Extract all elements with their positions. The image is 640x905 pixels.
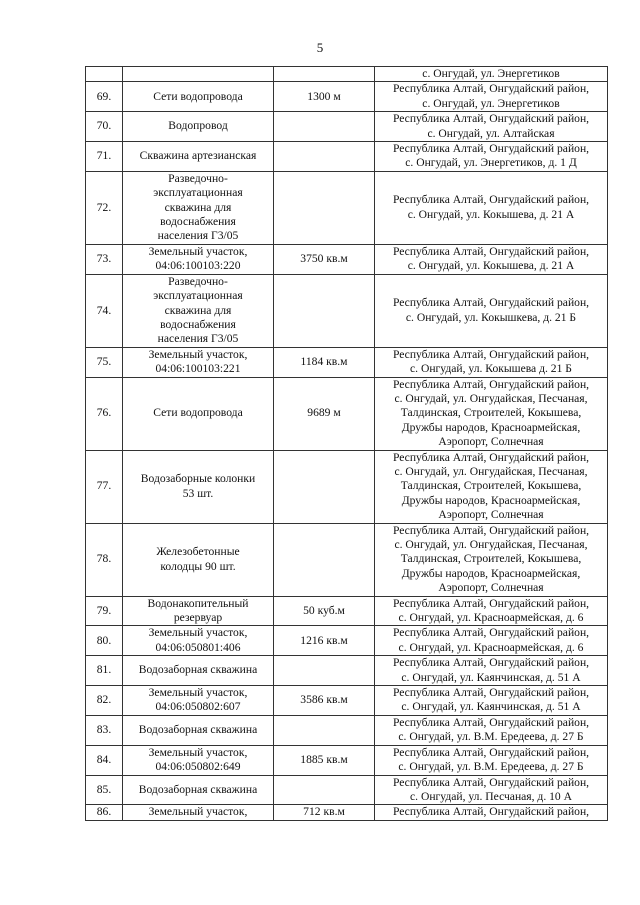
object-area-cell	[274, 142, 375, 172]
object-area-cell: 712 кв.м	[274, 805, 375, 820]
property-table	[85, 66, 608, 821]
object-name-cell: Водозаборная скважина	[123, 656, 274, 686]
table-row	[86, 142, 608, 172]
table-row	[86, 626, 608, 656]
object-name-cell: Железобетонные колодцы 90 шт.	[123, 523, 274, 596]
object-area-cell	[274, 112, 375, 142]
object-name-cell: Земельный участок, 04:06:100103:220	[123, 244, 274, 274]
object-area-cell: 1216 кв.м	[274, 626, 375, 656]
object-address-cell: Республика Алтай, Онгудайский район, с. Онгудай, ул. Красноармейская, д. 6	[375, 626, 608, 656]
object-address-cell: Республика Алтай, Онгудайский район, с. Онгудай, ул. Онгудайская, Песчаная, Талдинская, Строителей, Кокышева, Дружбы народов, Красноармейская, Аэропорт, Солнечная	[375, 523, 608, 596]
object-address-cell: Республика Алтай, Онгудайский район, с. Онгудай, ул. Кокышева д. 21 Б	[375, 347, 608, 377]
row-number-cell: 81.	[86, 656, 123, 686]
object-name-cell: Сети водопровода	[123, 82, 274, 112]
object-address-cell: Республика Алтай, Онгудайский район, с. Онгудай, ул. В.М. Ередеева, д. 27 Б	[375, 715, 608, 745]
object-address-cell: Республика Алтай, Онгудайский район, с. Онгудай, ул. Каянчинская, д. 51 А	[375, 686, 608, 716]
object-name-cell: Скважина артезианская	[123, 142, 274, 172]
object-area-cell	[274, 656, 375, 686]
object-address-cell: Республика Алтай, Онгудайский район, с. Онгудай, ул. Онгудайская, Песчаная, Талдинская, Строителей, Кокышева, Дружбы народов, Красноармейская, Аэропорт, Солнечная	[375, 450, 608, 523]
object-address-cell: Республика Алтай, Онгудайский район, с. Онгудай, ул. Энергетиков	[375, 82, 608, 112]
object-address-cell: Республика Алтай, Онгудайский район, с. Онгудай, ул. Кокышева, д. 21 А	[375, 244, 608, 274]
object-name-cell: Водозаборные колонки 53 шт.	[123, 450, 274, 523]
object-area-cell	[274, 171, 375, 244]
object-address-cell: Республика Алтай, Онгудайский район, с. Онгудай, ул. В.М. Ередеева, д. 27 Б	[375, 745, 608, 775]
object-address-cell: Республика Алтай, Онгудайский район, с. Онгудай, ул. Энергетиков, д. 1 Д	[375, 142, 608, 172]
object-address-cell: Республика Алтай, Онгудайский район, с. Онгудай, ул. Алтайская	[375, 112, 608, 142]
row-number-cell: 72.	[86, 171, 123, 244]
object-area-cell	[274, 775, 375, 805]
row-number-cell: 85.	[86, 775, 123, 805]
object-name-cell: Водопровод	[123, 112, 274, 142]
row-number-cell: 78.	[86, 523, 123, 596]
object-address-cell: Республика Алтай, Онгудайский район, с. Онгудай, ул. Красноармейская, д. 6	[375, 596, 608, 626]
object-address-cell: Республика Алтай, Онгудайский район, с. Онгудай, ул. Каянчинская, д. 51 А	[375, 656, 608, 686]
object-address-cell: Республика Алтай, Онгудайский район, с. Онгудай, ул. Кокышкева, д. 21 Б	[375, 274, 608, 347]
object-name-cell: Водозаборная скважина	[123, 715, 274, 745]
object-area-cell: 1300 м	[274, 82, 375, 112]
table-row	[86, 596, 608, 626]
object-name-cell: Земельный участок, 04:06:050802:649	[123, 745, 274, 775]
table-row	[86, 244, 608, 274]
table-row	[86, 523, 608, 596]
row-number-cell: 69.	[86, 82, 123, 112]
object-area-cell	[274, 715, 375, 745]
object-address-cell: Республика Алтай, Онгудайский район,	[375, 805, 608, 820]
object-area-cell	[274, 523, 375, 596]
object-area-cell: 9689 м	[274, 377, 375, 450]
object-name-cell: Разведочно- эксплуатационная скважина для водоснабжения населения Г3/05	[123, 274, 274, 347]
object-name-cell: Земельный участок, 04:06:050802:607	[123, 686, 274, 716]
row-number-cell: 82.	[86, 686, 123, 716]
object-name-cell	[123, 67, 274, 82]
row-number-cell: 79.	[86, 596, 123, 626]
table-row	[86, 450, 608, 523]
row-number-cell: 86.	[86, 805, 123, 820]
table-row	[86, 775, 608, 805]
table-row	[86, 715, 608, 745]
row-number-cell: 76.	[86, 377, 123, 450]
page-number: 5	[316, 40, 324, 55]
object-name-cell: Земельный участок,	[123, 805, 274, 820]
object-name-cell: Сети водопровода	[123, 377, 274, 450]
object-name-cell: Земельный участок, 04:06:100103:221	[123, 347, 274, 377]
row-number-cell	[86, 67, 123, 82]
table-row	[86, 112, 608, 142]
row-number-cell: 73.	[86, 244, 123, 274]
table-row	[86, 656, 608, 686]
object-name-cell: Водозаборная скважина	[123, 775, 274, 805]
object-address-cell: Республика Алтай, Онгудайский район, с. Онгудай, ул. Песчаная, д. 10 А	[375, 775, 608, 805]
table-row	[86, 171, 608, 244]
object-name-cell: Земельный участок, 04:06:050801:406	[123, 626, 274, 656]
table-row	[86, 347, 608, 377]
table-row	[86, 805, 608, 820]
object-address-cell: Республика Алтай, Онгудайский район, с. Онгудай, ул. Онгудайская, Песчаная, Талдинская, Строителей, Кокышева, Дружбы народов, Красноармейская, Аэропорт, Солнечная	[375, 377, 608, 450]
object-area-cell: 3750 кв.м	[274, 244, 375, 274]
object-area-cell	[274, 274, 375, 347]
object-area-cell	[274, 450, 375, 523]
row-number-cell: 71.	[86, 142, 123, 172]
object-name-cell: Водонакопительный резервуар	[123, 596, 274, 626]
table-row	[86, 686, 608, 716]
table-row	[86, 82, 608, 112]
object-area-cell: 1885 кв.м	[274, 745, 375, 775]
object-address-cell: Республика Алтай, Онгудайский район, с. Онгудай, ул. Кокышева, д. 21 А	[375, 171, 608, 244]
row-number-cell: 70.	[86, 112, 123, 142]
row-number-cell: 80.	[86, 626, 123, 656]
table-row	[86, 377, 608, 450]
row-number-cell: 74.	[86, 274, 123, 347]
object-area-cell: 3586 кв.м	[274, 686, 375, 716]
object-address-cell: с. Онгудай, ул. Энергетиков	[375, 67, 608, 82]
object-name-cell: Разведочно- эксплуатационная скважина для водоснабжения населения Г3/05	[123, 171, 274, 244]
table-row	[86, 274, 608, 347]
row-number-cell: 75.	[86, 347, 123, 377]
object-area-cell	[274, 67, 375, 82]
object-area-cell: 50 куб.м	[274, 596, 375, 626]
object-area-cell: 1184 кв.м	[274, 347, 375, 377]
table-row	[86, 67, 608, 82]
row-number-cell: 83.	[86, 715, 123, 745]
row-number-cell: 77.	[86, 450, 123, 523]
table-row	[86, 745, 608, 775]
row-number-cell: 84.	[86, 745, 123, 775]
